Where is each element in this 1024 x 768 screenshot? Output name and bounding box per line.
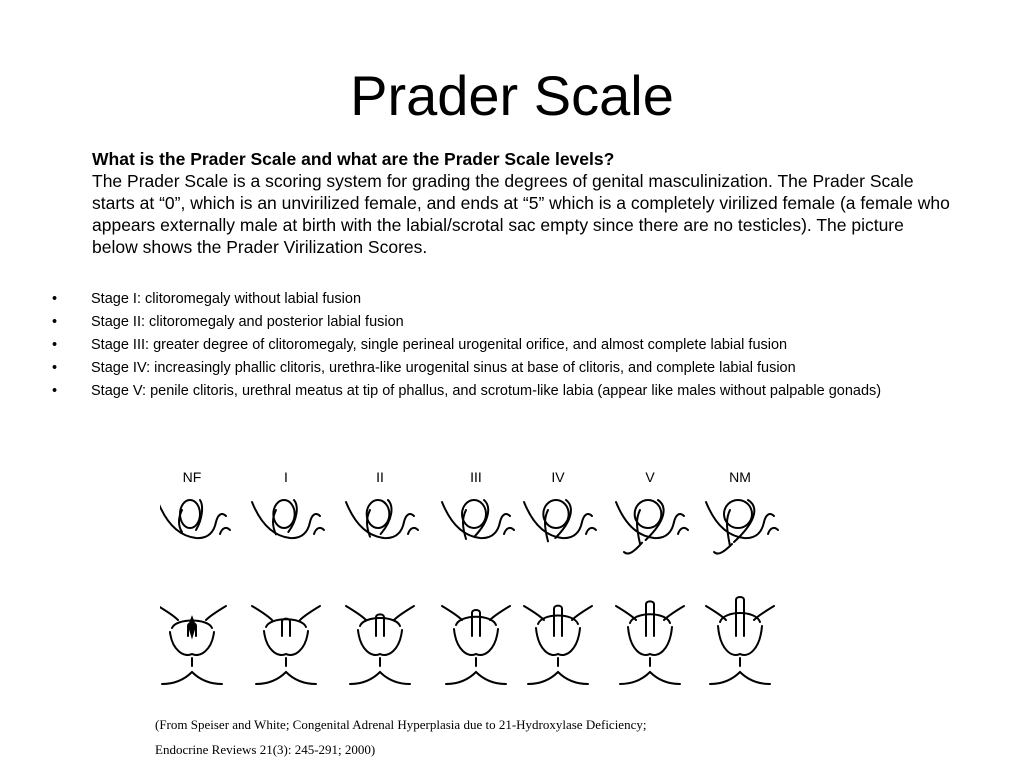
lateral-view-nf <box>160 500 230 538</box>
bullet-icon: • <box>52 291 58 307</box>
stage-item: • Stage II: clitoromegaly and posterior labial fusion <box>52 311 972 334</box>
column-label-iii: III <box>470 469 482 485</box>
figure-caption <box>155 712 915 762</box>
intro-body: The Prader Scale is a scoring system for grading the degrees of genital masculinization. The Prader Scale starts at “0”, which is an unvirilized female, and ends at “5” which is a completely virilized female (a female who appears externally male at birth with the labial/scrotal sac empty since there are no testicles). The picture below shows the Prader Virilization Scores. <box>92 171 950 257</box>
bullet-icon: • <box>52 383 58 399</box>
column-label-iv: IV <box>551 469 565 485</box>
prader-figure <box>160 462 780 702</box>
column-label-ii: II <box>376 469 384 485</box>
column-label-nm: NM <box>729 469 751 485</box>
stage-item: • Stage III: greater degree of clitoromegaly, single perineal urogenital orifice, and almost complete labial fusion <box>52 334 972 357</box>
slide-title: Prader Scale <box>350 64 674 127</box>
bullet-icon: • <box>52 314 58 330</box>
prader-diagram <box>160 462 780 702</box>
column-label-i: I <box>284 469 288 485</box>
lateral-view-nm <box>706 500 778 554</box>
frontal-view-i <box>252 606 320 684</box>
caption-line-2: Endocrine Reviews 21(3): 245-291; 2000) <box>155 742 376 757</box>
caption-line-1: (From Speiser and White; Congenital Adrenal Hyperplasia due to 21-Hydroxylase Deficiency; <box>155 717 647 732</box>
bullet-icon: • <box>52 360 58 376</box>
intro-text <box>92 148 952 258</box>
lateral-view-i <box>252 500 324 538</box>
frontal-view-nm <box>706 597 774 684</box>
frontal-view-iv <box>524 606 592 684</box>
intro-question: What is the Prader Scale and what are the Prader Scale levels? <box>92 149 615 169</box>
frontal-view-ii <box>346 606 414 684</box>
frontal-view-v <box>616 601 684 684</box>
stage-item: • Stage IV: increasingly phallic clitoris, urethra-like urogenital sinus at base of clitoris, and complete labial fusion <box>52 357 972 380</box>
stage-list <box>52 288 972 403</box>
lateral-view-v <box>616 500 688 554</box>
lateral-view-iii <box>442 500 514 539</box>
frontal-view-iii <box>442 606 510 684</box>
lateral-view-iv <box>524 500 596 541</box>
stage-item: • Stage I: clitoromegaly without labial fusion <box>52 288 972 311</box>
column-label-v: V <box>645 469 655 485</box>
stage-item: • Stage V: penile clitoris, urethral meatus at tip of phallus, and scrotum-like labia (appear like males without palpable gonads) <box>52 380 972 403</box>
lateral-view-ii <box>346 500 418 538</box>
bullet-icon: • <box>52 337 58 353</box>
column-label-nf: NF <box>182 469 202 485</box>
frontal-view-nf <box>160 606 226 684</box>
